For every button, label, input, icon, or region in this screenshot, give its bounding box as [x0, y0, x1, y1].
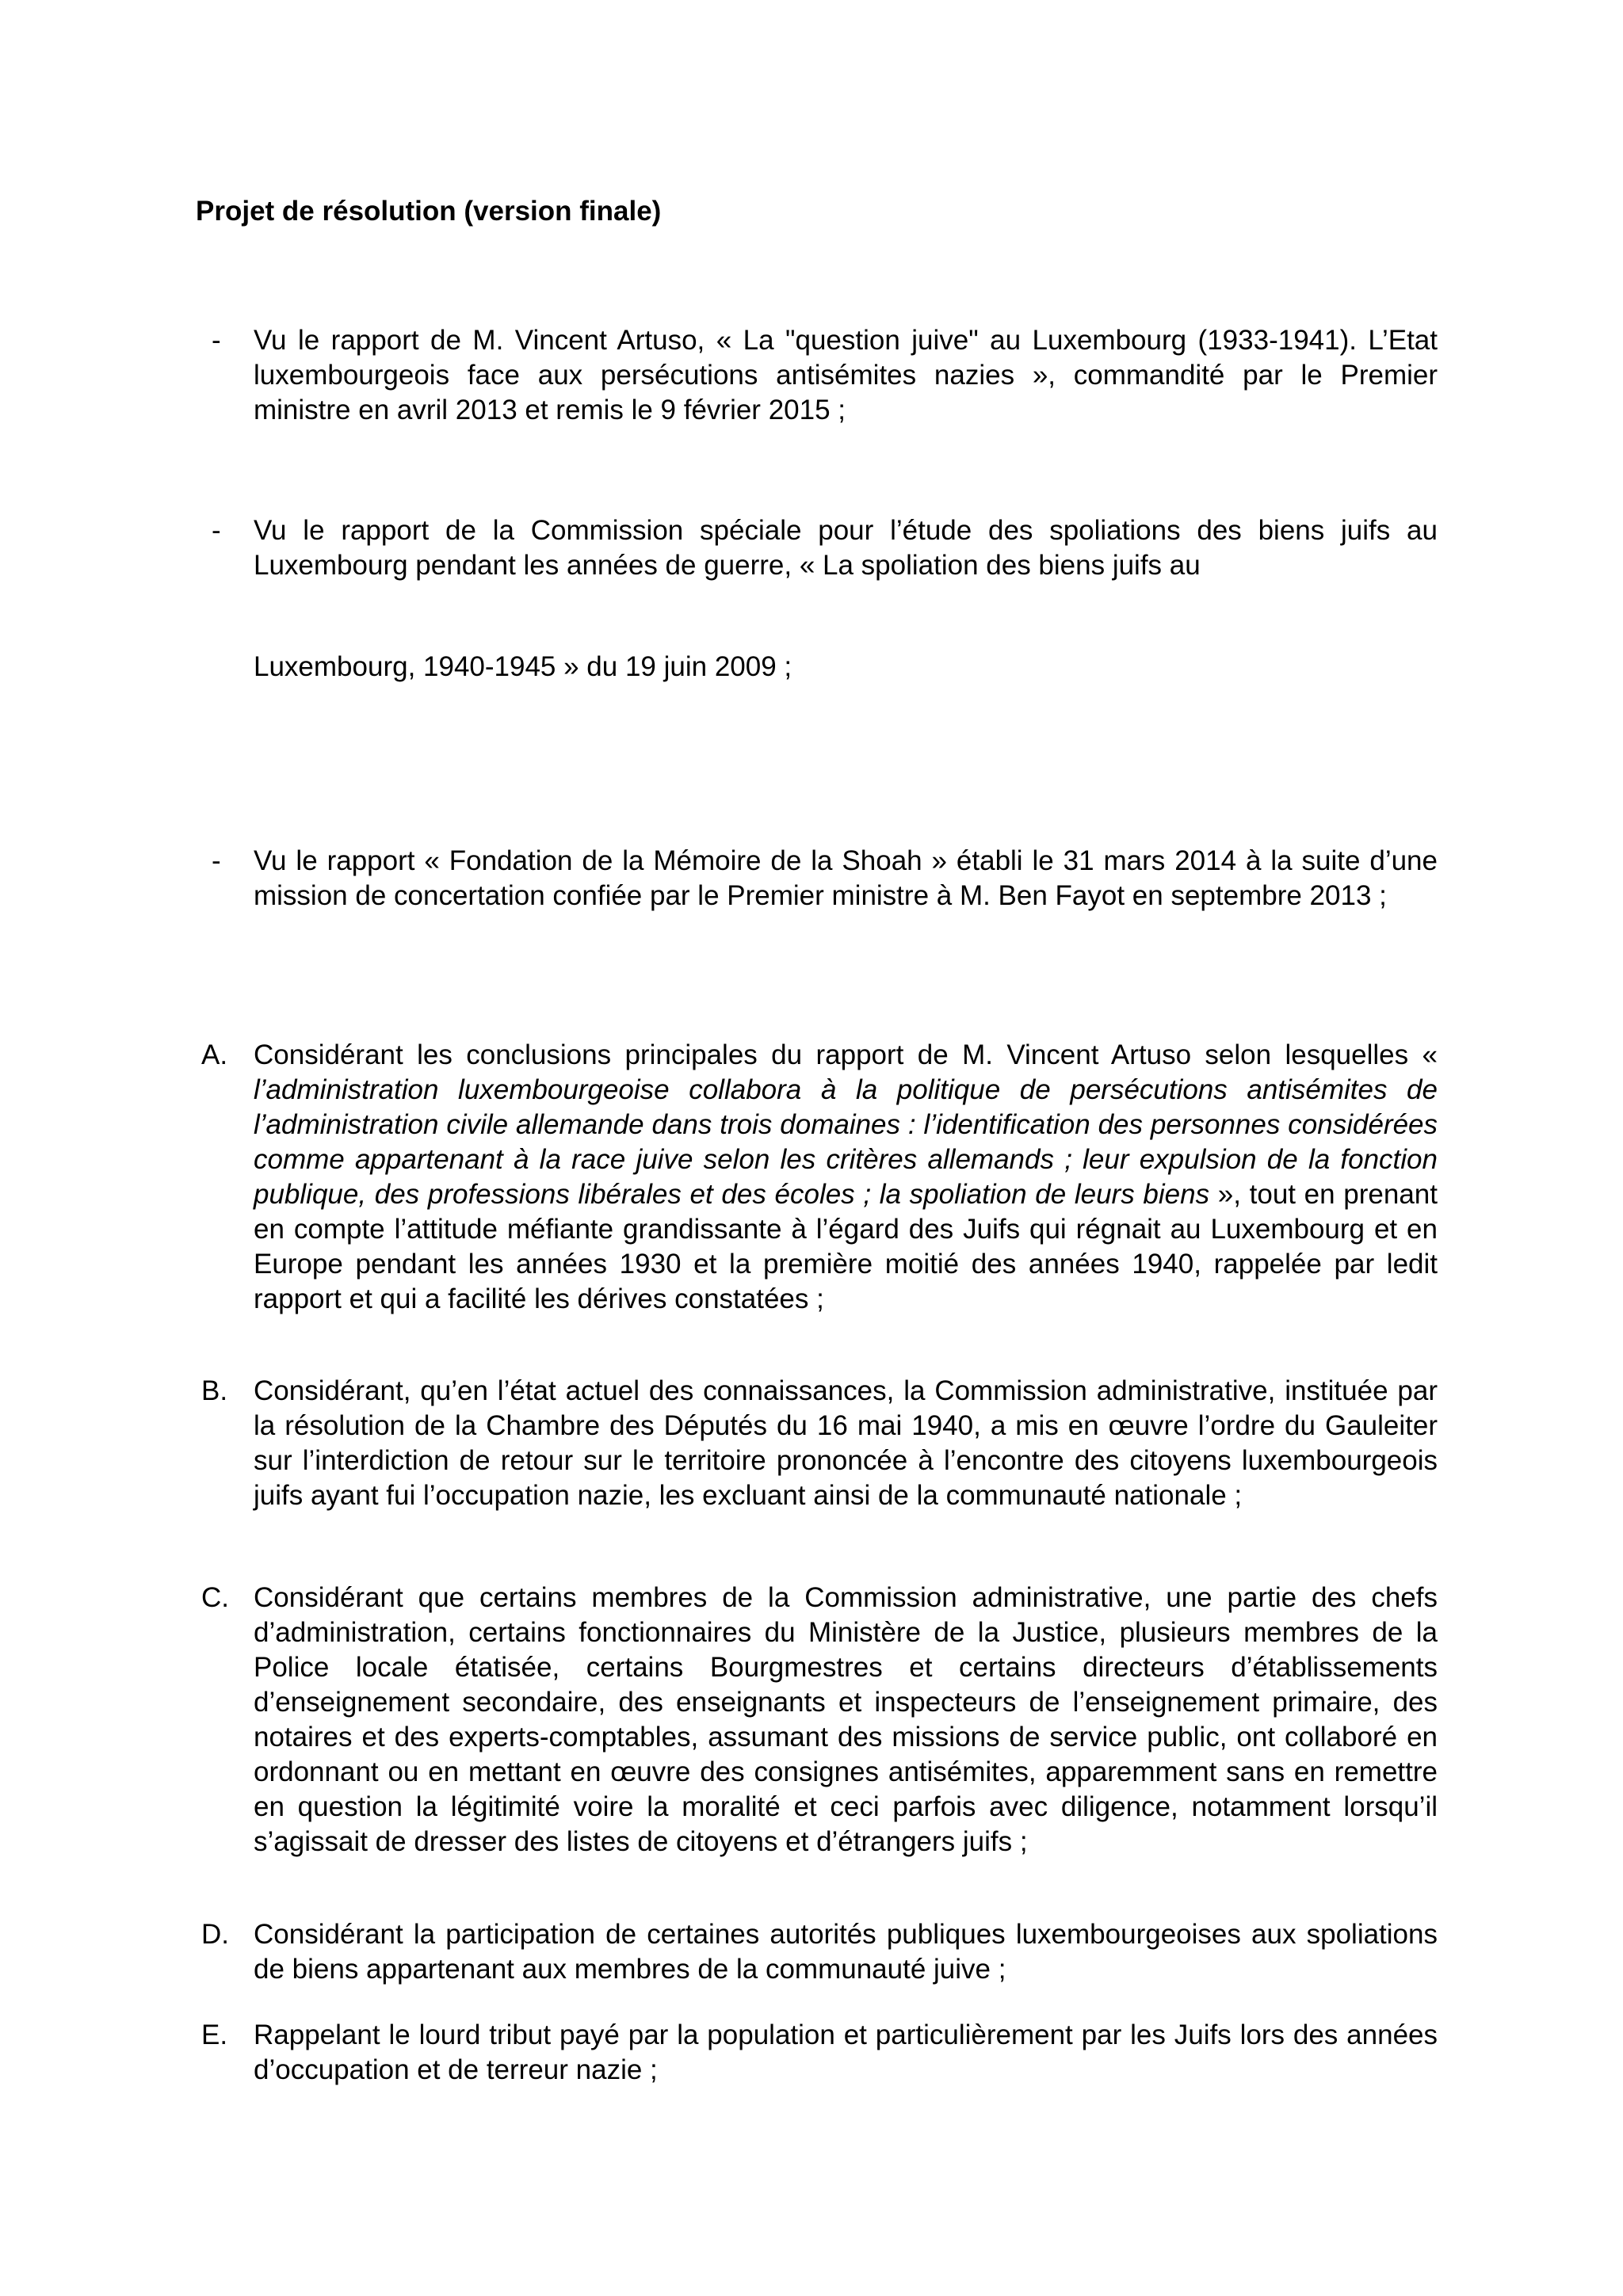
considerant-a-text [254, 1038, 1438, 1317]
considerant-b-text: Considérant, qu’en l’état actuel des connaissances, la Commission administrative, instituée par la résolution de la Chambre des Députés du 16 mai 1940, a mis en œuvre l’ordre du Gauleiter sur l’interdiction de retour sur le territoire prononcée à l’encontre des citoyens luxembourgeois juifs ayant fui l’occupation nazie, les excluant ainsi de la communauté nationale ; [254, 1375, 1438, 1511]
vu-2-text-part2: Luxembourg, 1940-1945 » du 19 juin 2009 ; [254, 651, 792, 682]
considerant-a-intro: Considérant les conclusions principales du rapport de M. Vincent Artuso selon lesquelles [254, 1039, 1409, 1070]
vu-2-marker: - [212, 515, 221, 546]
considerant-a-quote-open: « [1422, 1039, 1438, 1070]
considerant-a-marker: A. [201, 1039, 228, 1070]
vu-3-text: Vu le rapport « Fondation de la Mémoire de la Shoah » établi le 31 mars 2014 à la suite d’une mission de concertation confiée par le Premier ministre à M. Ben Fayot en septembre 2013 ; [254, 845, 1438, 911]
vu-3-marker: - [212, 845, 221, 876]
considerant-d-text: Considérant la participation de certaines autorités publiques luxembourgeoises aux spoliations de biens appartenant aux membres de la communauté juive ; [254, 1919, 1438, 1985]
considerant-c-text: Considérant que certains membres de la Commission administrative, une partie des chefs d’administration, certains fonctionnaires du Ministère de la Justice, plusieurs membres de la Police locale étatisée, certains Bourgmestres et certains directeurs d’établissements d’enseignement secondaire, des enseignants et inspecteurs de l’enseignement primaire, des notaires et des experts-comptables, assumant des missions de service public, ont collaboré en ordonnant ou en mettant en œuvre des consignes antisémites, apparemment sans en remettre en question la légitimité voire la moralité et ceci parfois avec diligence, notamment lorsqu’il s’agissait de dresser des listes de citoyens et d’étrangers juifs ; [254, 1582, 1438, 1857]
considerant-a-rest: », tout en prenant en compte l’attitude méfiante grandissante à l’égard des Juifs qui régnait au Luxembourg et en Europe pendant les années 1930 et la première moitié des années 1940, rappelée par ledit rapport et qui a facilité les dérives constatées ; [254, 1179, 1438, 1314]
considerant-e-marker: E. [201, 2019, 228, 2050]
vu-2-text-part1: Vu le rapport de la Commission spéciale pour l’étude des spoliations des biens juifs au Luxembourg pendant les années de guerre, « La spoliation des biens juifs au [254, 515, 1438, 581]
considerant-b-marker: B. [201, 1375, 228, 1406]
considerant-e-text: Rappelant le lourd tribut payé par la population et particulièrement par les Juifs lors des années d’occupation et de terreur nazie ; [254, 2019, 1438, 2085]
vu-1-text: Vu le rapport de M. Vincent Artuso, « La "question juive" au Luxembourg (1933-1941). L’Etat luxembourgeois face aux persécutions antisémites nazies », commandité par le Premier ministre en avril 2013 et remis le 9 février 2015 ; [254, 325, 1438, 425]
vu-1-marker: - [212, 325, 221, 356]
considerant-a-quote: l’administration luxembourgeoise collabora à la politique de persécutions antisémites de l’administration civile allemande dans trois domaines : l’identification des personnes considérées comme appartenant à la race juive selon les critères allemands ; leur expulsion de la fonction publique, des professions libérales et des écoles ; la spoliation de leurs biens [254, 1074, 1438, 1210]
considerant-c-marker: C. [201, 1582, 229, 1613]
document-title: Projet de résolution (version finale) [196, 196, 662, 227]
considerant-d-marker: D. [201, 1919, 229, 1950]
